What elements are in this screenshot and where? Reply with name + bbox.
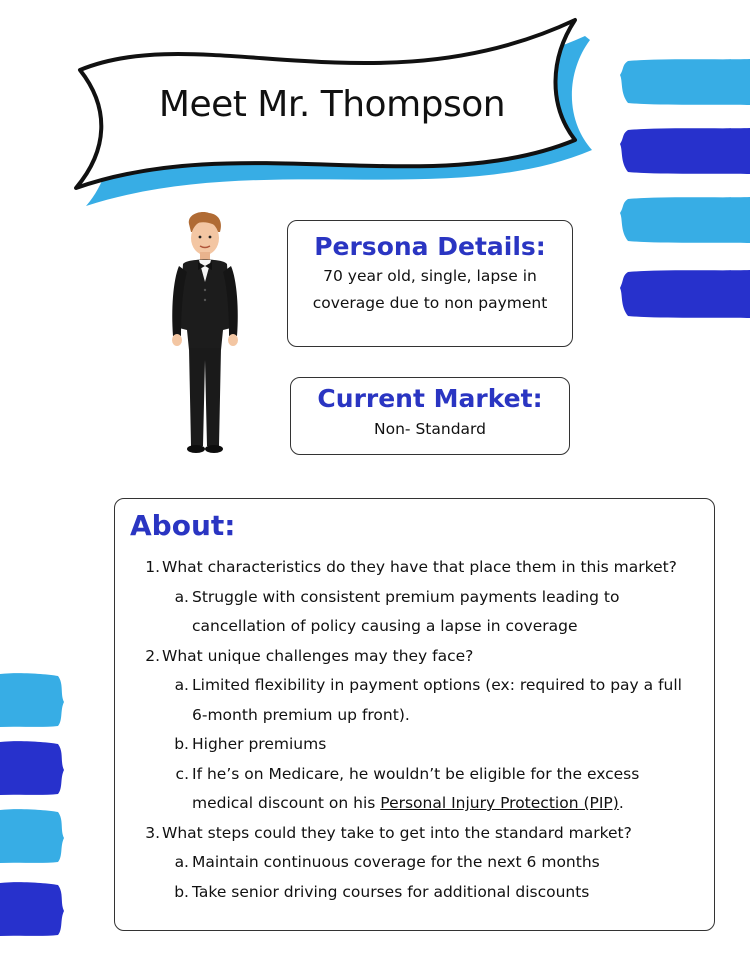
paint-stroke-light [620,195,750,245]
list-item [115,642,716,672]
list-item [115,553,716,583]
paint-stroke-light [620,57,750,107]
persona-details-card [287,220,573,347]
answer-text: 6-month premium up front). [192,705,410,724]
list-item-continuation [115,789,716,819]
list-letter: a. [174,853,189,871]
list-item-continuation [115,612,716,642]
question-text: What steps could they take to get into the standard market? [162,823,632,842]
list-letter: a. [174,676,189,694]
list-item [115,848,716,878]
list-number: 1. [145,558,160,576]
paint-stroke-light [0,672,64,728]
paint-stroke-dark [0,881,64,937]
list-number: 2. [145,646,160,665]
question-text: What unique challenges may they face? [162,646,474,665]
list-item [115,730,716,760]
list-item [115,760,716,790]
list-item [115,671,716,701]
answer-text: Higher premiums [192,735,327,753]
answer-text: Maintain continuous coverage for the next 6 months [192,853,600,871]
about-heading: About: [130,509,236,542]
answer-text [192,789,624,819]
page-title: Meet Mr. Thompson [158,84,506,125]
man-in-tuxedo-illustration [165,210,245,460]
list-letter: b. [174,882,189,901]
about-section [114,498,715,931]
current-market-card [290,377,570,455]
list-item-continuation [115,701,716,731]
paint-stroke-dark [0,740,64,796]
question-text: What characteristics do they have that place them in this market? [162,558,677,576]
list-item [115,819,716,849]
pip-link[interactable]: Personal Injury Protection (PIP) [380,794,619,812]
answer-text: Struggle with consistent premium payments leading to [192,587,620,606]
answer-text: If he’s on Medicare, he wouldn’t be eligible for the excess [192,764,640,783]
answer-text: cancellation of policy causing a lapse in coverage [192,617,578,635]
list-letter: a. [174,587,189,606]
answer-text-suffix: . [618,794,624,812]
answer-text: Take senior driving courses for additional discounts [192,882,590,901]
persona-details-heading: Persona Details: [314,232,546,261]
paint-stroke-dark [620,268,750,320]
list-item [115,583,716,613]
persona-details-text: 70 year old, single, lapse in coverage due to non payment [312,267,548,312]
list-letter: b. [174,735,189,753]
answer-text-prefix: medical discount on his [192,794,381,812]
list-letter: c. [175,764,189,783]
current-market-heading: Current Market: [317,384,543,413]
list-item [115,878,716,908]
current-market-value: Non- Standard [374,420,486,438]
paint-stroke-light [0,808,64,864]
paint-stroke-dark [620,126,750,176]
list-number: 3. [145,823,160,842]
answer-text: Limited flexibility in payment options (ex: required to pay a full [192,676,682,694]
about-list [115,553,716,907]
